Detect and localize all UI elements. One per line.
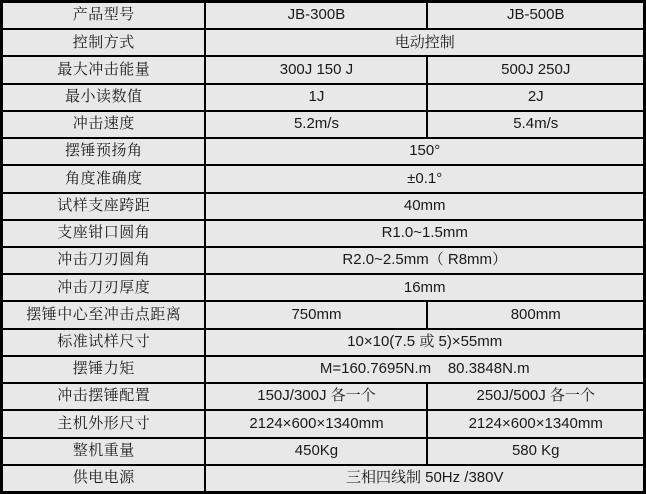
table-row bbox=[2, 56, 645, 83]
spec-value-col1: 1J bbox=[205, 84, 427, 111]
spec-value-merged: 16mm bbox=[205, 274, 644, 301]
spec-value-col1: 750mm bbox=[205, 301, 427, 328]
spec-value-merged: 电动控制 bbox=[205, 29, 644, 56]
spec-label: 冲击刀刃圆角 bbox=[2, 247, 206, 274]
table-row bbox=[2, 220, 645, 247]
spec-value-col1: 2124×600×1340mm bbox=[205, 410, 427, 437]
table-row bbox=[2, 247, 645, 274]
spec-value-col2: JB-500B bbox=[427, 2, 644, 30]
table-row bbox=[2, 84, 645, 111]
spec-value-col1: 150J/300J 各一个 bbox=[205, 383, 427, 410]
spec-label: 最大冲击能量 bbox=[2, 56, 206, 83]
table-row bbox=[2, 329, 645, 356]
spec-value-col2: 250J/500J 各一个 bbox=[427, 383, 644, 410]
spec-value-col2: 2J bbox=[427, 84, 644, 111]
spec-label: 标准试样尺寸 bbox=[2, 329, 206, 356]
spec-label: 摆锤预扬角 bbox=[2, 138, 206, 165]
spec-label: 摆锤力矩 bbox=[2, 356, 206, 383]
table-row bbox=[2, 2, 645, 30]
spec-value-col1: 300J 150 J bbox=[205, 56, 427, 83]
spec-value-col2: 580 Kg bbox=[427, 438, 644, 465]
spec-value-merged: R1.0~1.5mm bbox=[205, 220, 644, 247]
spec-label: 冲击速度 bbox=[2, 111, 206, 138]
spec-value-merged: 40mm bbox=[205, 193, 644, 220]
spec-label: 主机外形尺寸 bbox=[2, 410, 206, 437]
spec-value-col2: 500J 250J bbox=[427, 56, 644, 83]
spec-label: 整机重量 bbox=[2, 438, 206, 465]
table-row bbox=[2, 465, 645, 493]
spec-value-merged: R2.0~2.5mm（ R8mm） bbox=[205, 247, 644, 274]
spec-value-col2: 2124×600×1340mm bbox=[427, 410, 644, 437]
table-row bbox=[2, 111, 645, 138]
spec-label: 冲击摆锤配置 bbox=[2, 383, 206, 410]
spec-value-merged: 10×10(7.5 或 5)×55mm bbox=[205, 329, 644, 356]
spec-label: 试样支座跨距 bbox=[2, 193, 206, 220]
table-row bbox=[2, 138, 645, 165]
table-row bbox=[2, 410, 645, 437]
spec-label: 支座钳口圆角 bbox=[2, 220, 206, 247]
spec-value-merged: 150° bbox=[205, 138, 644, 165]
table-row bbox=[2, 383, 645, 410]
table-row bbox=[2, 274, 645, 301]
table-row bbox=[2, 29, 645, 56]
table-row bbox=[2, 356, 645, 383]
spec-value-col1: JB-300B bbox=[205, 2, 427, 30]
table-row bbox=[2, 193, 645, 220]
spec-value-merged: M=160.7695N.m 80.3848N.m bbox=[205, 356, 644, 383]
spec-label: 摆锤中心至冲击点距离 bbox=[2, 301, 206, 328]
table-row bbox=[2, 165, 645, 192]
spec-label: 角度准确度 bbox=[2, 165, 206, 192]
spec-label: 冲击刀刃厚度 bbox=[2, 274, 206, 301]
spec-label: 最小读数值 bbox=[2, 84, 206, 111]
spec-value-col1: 5.2m/s bbox=[205, 111, 427, 138]
spec-label: 产品型号 bbox=[2, 2, 206, 30]
spec-value-col2: 5.4m/s bbox=[427, 111, 644, 138]
spec-table-body bbox=[2, 2, 645, 493]
spec-label: 供电电源 bbox=[2, 465, 206, 493]
table-row bbox=[2, 438, 645, 465]
spec-value-merged: 三相四线制 50Hz /380V bbox=[205, 465, 644, 493]
table-row bbox=[2, 301, 645, 328]
spec-value-col1: 450Kg bbox=[205, 438, 427, 465]
spec-label: 控制方式 bbox=[2, 29, 206, 56]
spec-value-merged: ±0.1° bbox=[205, 165, 644, 192]
spec-value-col2: 800mm bbox=[427, 301, 644, 328]
